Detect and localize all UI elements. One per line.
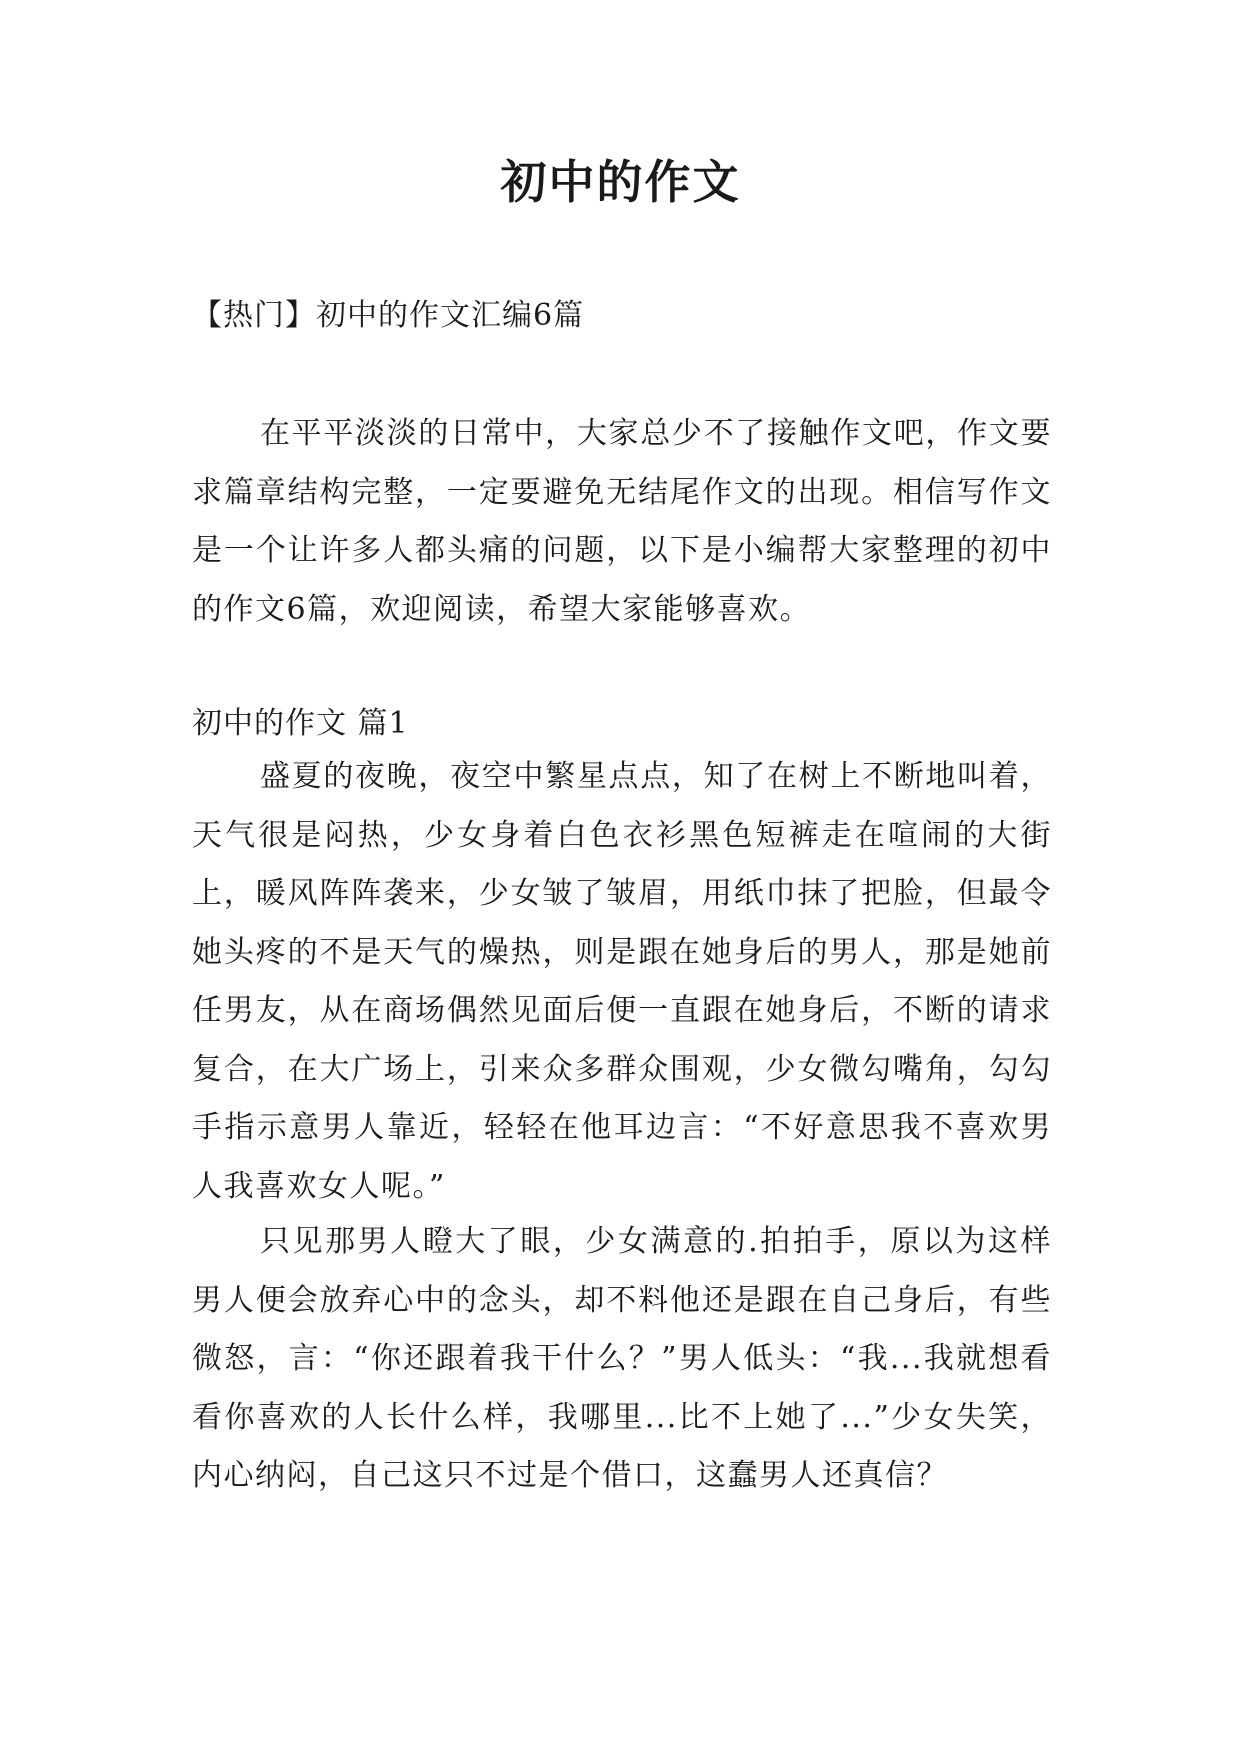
document-title: 初中的作文 xyxy=(500,155,741,209)
intro-paragraph: 在平平淡淡的日常中，大家总少不了接触作文吧，作文要求篇章结构完整，一定要避免无结尾作文的出现。相信写作文是一个让许多人都头痛的问题，以下是小编帮大家整理的初中的作文6篇，欢迎阅读，希望大家能够喜欢。 xyxy=(192,416,1052,627)
story-paragraph-1: 盛夏的夜晚，夜空中繁星点点，知了在树上不断地叫着，天气很是闷热，少女身着白色衣衫黑色短裤走在喧闹的大街上，暖风阵阵袭来，少女皱了皱眉，用纸巾抹了把脸，但最令她头疼的不是天气的燥热，则是跟在她身后的男人，那是她前任男友，从在商场偶然见面后便一直跟在她身后，不断的请求复合，在大广场上，引来众多群众围观，少女微勾嘴角，勾勾手指示意男人靠近，轻轻在他耳边言：“不好意思我不喜欢男人我喜欢女人呢。” xyxy=(192,759,1052,1204)
document-subtitle: 【热门】初中的作文汇编6篇 xyxy=(192,298,585,333)
story-paragraph-2: 只见那男人瞪大了眼，少女满意的.拍拍手，原以为这样男人便会放弃心中的念头，却不料他还是跟在自己身后，有些微怒，言：“你还跟着我干什么？”男人低头：“我...我就想看看你喜欢的人长什么样，我哪里...比不上她了...”少女失笑，内心纳闷，自己这只不过是个借口，这蠢男人还真信？ xyxy=(192,1224,1052,1493)
section-heading: 初中的作文 篇1 xyxy=(192,706,409,741)
